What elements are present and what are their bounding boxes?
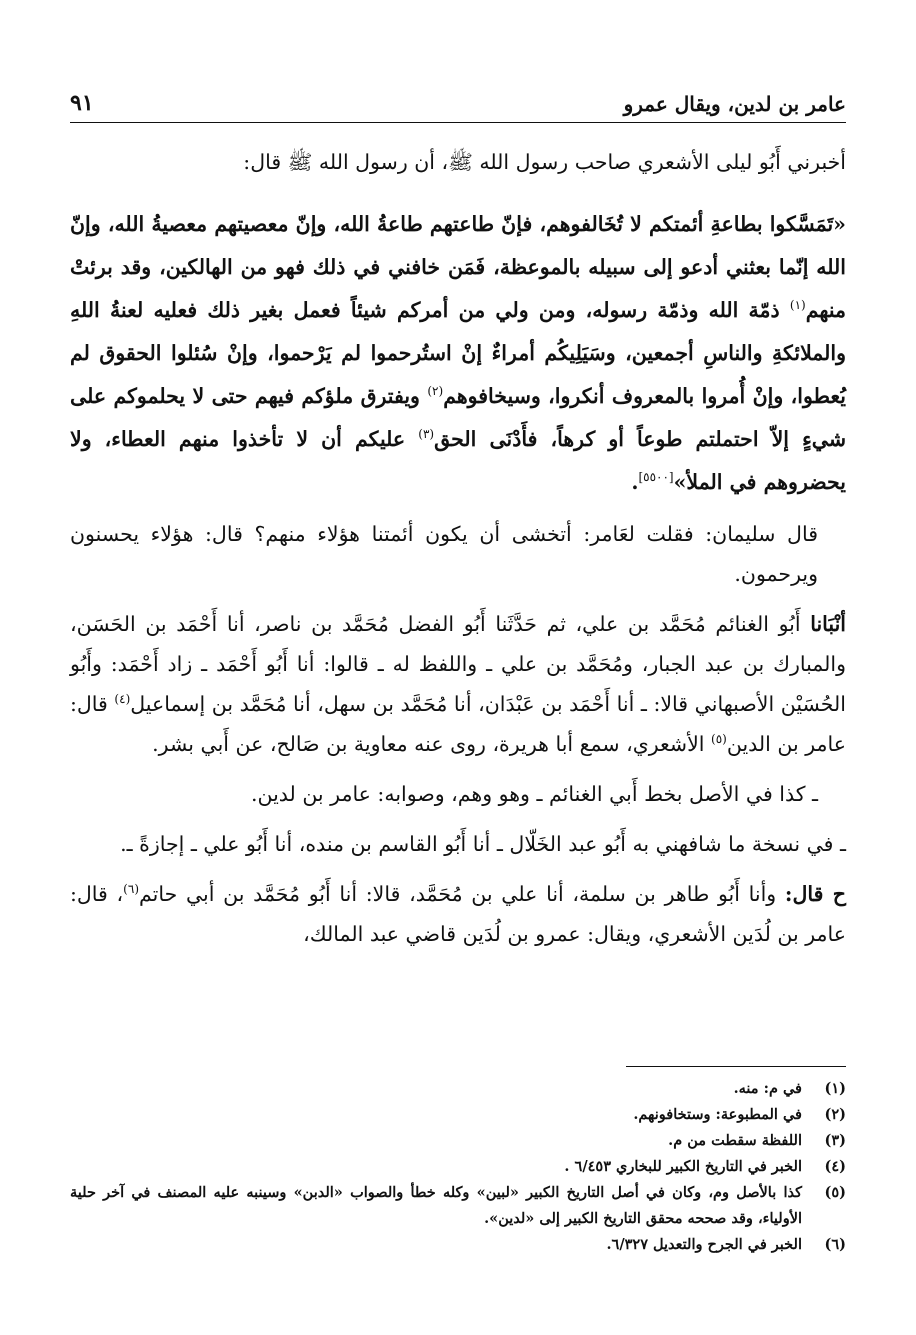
isnad-lead-word: أنْبَانا [810, 611, 846, 636]
footnote-ref-5: (٥) [711, 731, 727, 746]
footnote-list [70, 1076, 846, 1258]
footnote-item [70, 1154, 846, 1180]
footnote-number: (٢) [824, 1106, 846, 1123]
footnote-text: اللفظة سقطت من م. [668, 1132, 802, 1149]
footnote-ref-6: (٦) [123, 881, 139, 896]
footnote-ref-3: (٣) [418, 426, 435, 441]
paragraph-isnad-3 [70, 874, 846, 954]
isnad-part: الأشعري، سمع أبا هريرة، روى عنه معاوية بن صَالح، عن أَبي بشر. [152, 731, 712, 756]
page-header [70, 86, 846, 123]
footnote-divider [626, 1066, 846, 1067]
footnote-ref-4: (٤) [114, 691, 131, 706]
footnote-number: (٤) [824, 1158, 846, 1175]
isnad-lead-word: ح قال: [784, 881, 846, 906]
page-number: ٩١ [70, 90, 94, 116]
footnote-text: في م: منه. [733, 1080, 802, 1097]
isnad-part: ، قال: عامر بن لُدَين الأشعري، ويقال: عمرو بن لُدَين قاضي عبد المالك، [70, 881, 846, 946]
hadith-part: عليكم أن لا تأخذوا منهم العطاء، ولا يحضروهم في الملأ» [70, 426, 846, 494]
footnote-item [70, 1180, 846, 1232]
hadith-part: ويفترق ملؤكم فيهم حتى لا يحلموكم على شيءٍ إلاّ احتملتم طوعاً أو كرهاً، فأَدْنَى الحق [70, 383, 846, 451]
hadith-reference-number: [٥٥٠٠] [638, 469, 674, 484]
main-text [70, 142, 846, 964]
footnote-text: الخبر في التاريخ الكبير للبخاري ٦/٤٥٣ . [564, 1158, 802, 1175]
paragraph-sulayman: قال سليمان: فقلت لعَامر: أتخشى أن يكون أئمتنا هؤلاء منهم؟ قال: هؤلاء يحسنون ويرحمون. [70, 521, 818, 586]
isnad-part: وأنا أَبُو طاهر بن سلمة، أنا علي بن مُحَمَّد، قالا: أنا أَبُو مُحَمَّد بن أبي حاتم [139, 881, 785, 906]
footnote-ref-2: (٢) [427, 383, 444, 398]
footnote-item [70, 1076, 846, 1102]
footnote-text: كذا بالأصل وم، وكان في أصل التاريخ الكبير «لبين» وكله خطأ والصواب «الدبن» وسينبه عليه المصنف في آخر حلية الأولياء، وقد صححه محقق التاريخ الكبير إلى «لدين». [70, 1184, 802, 1227]
page [70, 0, 846, 1335]
paragraph-isnad-intro: أخبرني أَبُو ليلى الأشعري صاحب رسول الله ﷺ، أن رسول الله ﷺ قال: [243, 150, 846, 174]
isnad-part: قال: عامر بن الدين [70, 691, 846, 756]
paragraph-nuskha: ـ في نسخة ما شافهني به أَبُو عبد الخَلّال ـ أنا أَبُو القاسم بن منده، أنا أَبُو علي ـ إجازةً ـ. [120, 831, 846, 856]
footnote-number: (٣) [824, 1132, 846, 1149]
footnote-number: (١) [824, 1080, 846, 1097]
footnote-text: الخبر في الجرح والتعديل ٦/٣٢٧. [606, 1236, 802, 1253]
footnote-item [70, 1128, 846, 1154]
paragraph-isnad-2 [70, 604, 846, 764]
hadith-part: «تَمَسَّكوا بطاعةِ أئمتكم لا تُخَالفوهم، فإنّ طاعتهم طاعةُ الله، وإنّ معصيتهم معصيةُ الله، وإنّ الله إنّما بعثني أدعو إلى سبيله بالموعظة، فَمَن خافني في ذلك فهو من الهالكين، وقد برئتْ منهم [70, 211, 846, 322]
footnote-item [70, 1232, 846, 1258]
isnad-part: أَبُو الغنائم مُحَمَّد بن علي، ثم حَدَّثَنا أَبُو الفضل مُحَمَّد بن ناصر، أنا أَحْمَد بن الحَسَن، والمبارك بن عبد الجبار، ومُحَمَّد بن علي ـ واللفظ له ـ قالوا: أنا أَبُو أَحْمَد ـ زاد أَحْمَد: وأَبُو الحُسَيْن الأصبهاني قالا: ـ أنا أَحْمَد بن عَبْدَان، أنا مُحَمَّد بن سهل، أنا مُحَمَّد بن إسماعيل [70, 611, 846, 716]
hadith-text [70, 203, 846, 504]
footnote-item [70, 1102, 846, 1128]
running-title: عامر بن لدين، ويقال عمرو [623, 92, 846, 116]
hadith-part: ذمّة الله وذمّة رسوله، ومن ولي من أمركم شيئاً فعمل بغير ذلك فعليه لعنةُ اللهِ والملائكةِ والناسِ أجمعين، وسَيَلِيكُم أمراءٌ إنْ استُرحموا لم يَرْحموا، وإنْ سُئلوا الحقوق لم يُعطوا، وإنْ أُمروا بالمعروف أنكروا، وسيخافوهم [70, 297, 846, 408]
paragraph-note-asl: ـ كذا في الأصل بخط أَبي الغنائم ـ وهو وهم، وصوابه: عامر بن لدين. [250, 781, 818, 806]
footnote-ref-1: (١) [789, 297, 806, 312]
hadith-end: . [631, 469, 639, 494]
footnote-number: (٥) [824, 1184, 846, 1201]
footnote-number: (٦) [824, 1236, 846, 1253]
footnote-text: في المطبوعة: وستخافونهم. [633, 1106, 802, 1123]
